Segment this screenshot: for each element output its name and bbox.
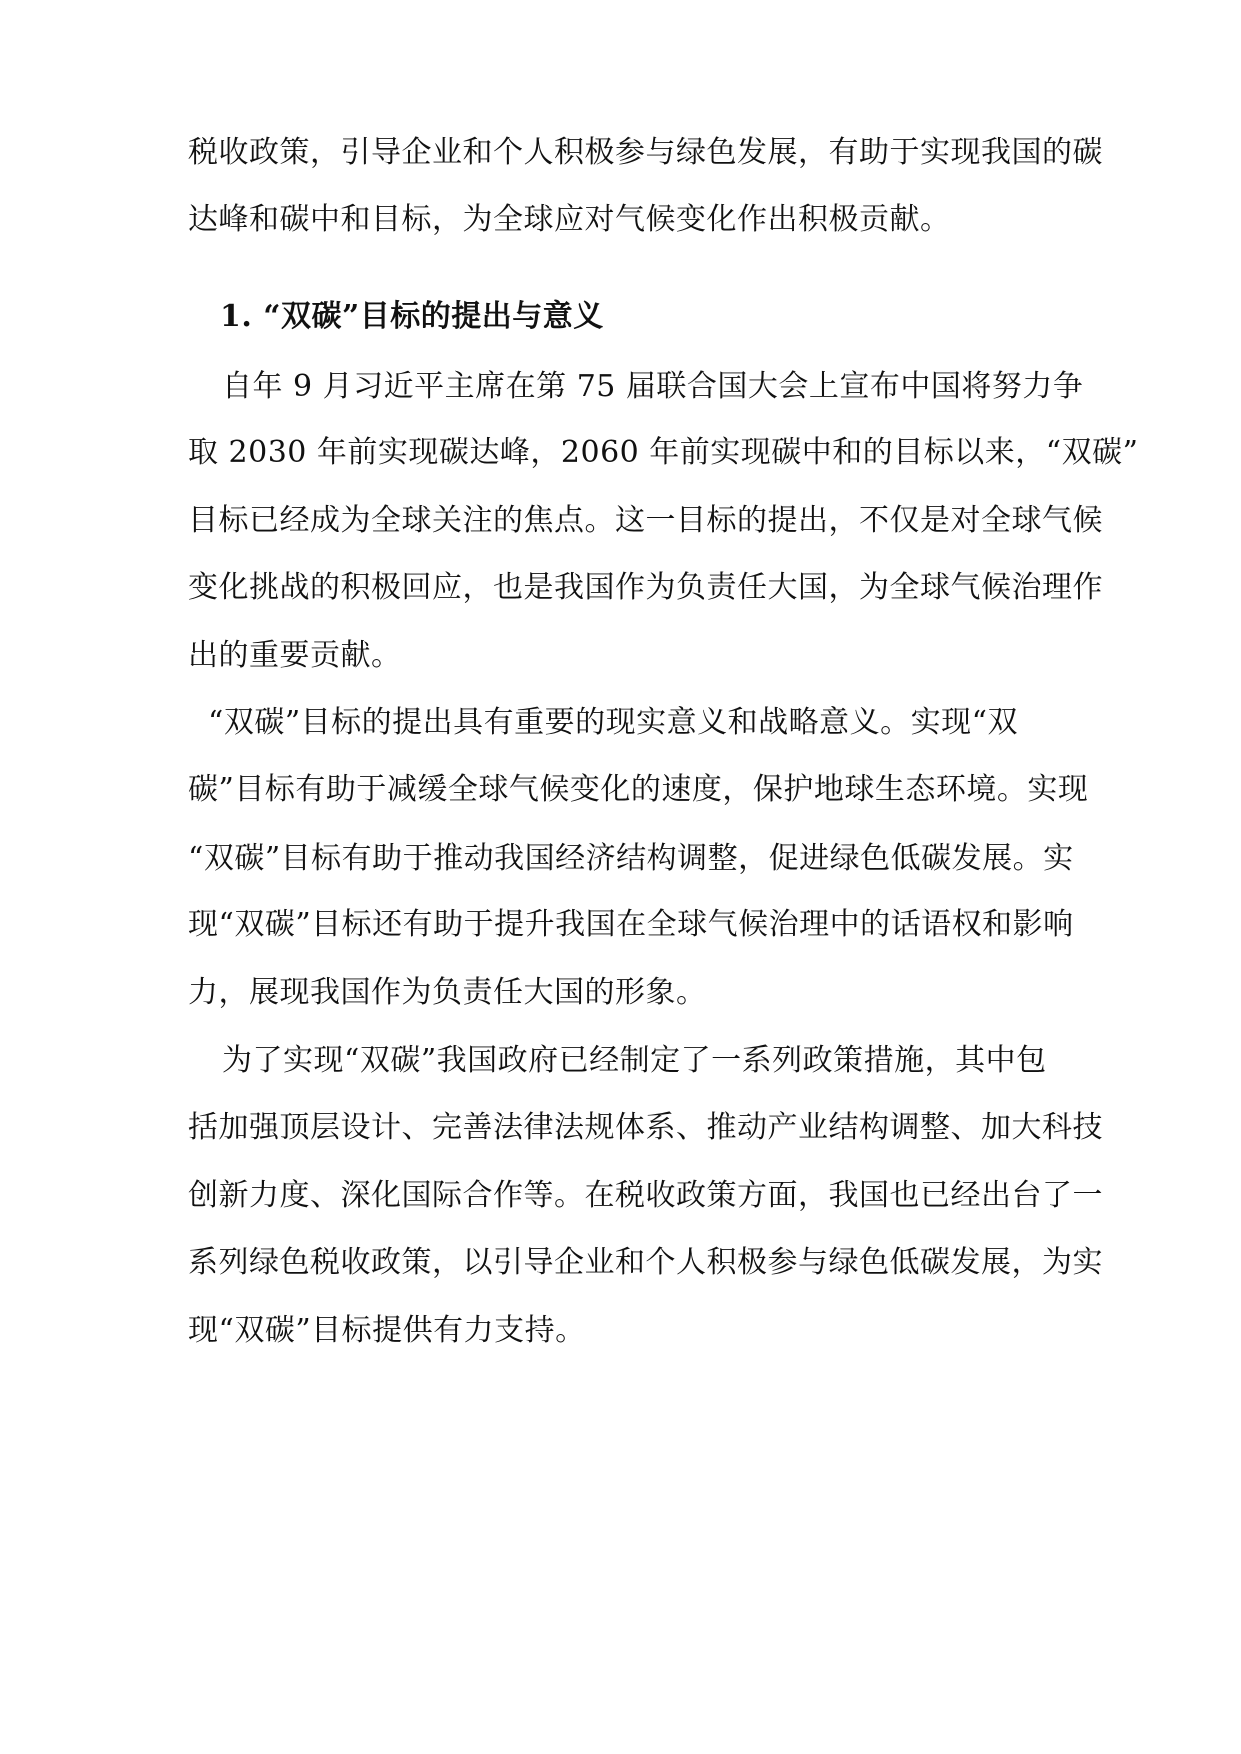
section-heading: 1. “双碳”目标的提出与意义	[220, 299, 604, 334]
paragraph-1-line-2: 达峰和碳中和目标，为全球应对气候变化作出积极贡献。	[188, 202, 951, 237]
paragraph-4-line-1: 为了实现“双碳”我国政府已经制定了一系列政策措施，其中包	[222, 1043, 1047, 1078]
paragraph-3-line-5: 力，展现我国作为负责任大国的形象。	[188, 975, 707, 1010]
paragraph-4-line-4: 系列绿色税收政策，以引导企业和个人积极参与绿色低碳发展，为实	[188, 1245, 1103, 1280]
paragraph-2-line-5: 出的重要贡献。	[188, 638, 402, 673]
paragraph-2-line-2: 取 2030 年前实现碳达峰，2060 年前实现碳中和的目标以来，“双碳”	[188, 435, 1139, 470]
paragraph-4-line-3: 创新力度、深化国际合作等。在税收政策方面，我国也已经出台了一	[188, 1178, 1103, 1213]
paragraph-4-line-5: 现“双碳”目标提供有力支持。	[188, 1313, 586, 1348]
paragraph-3-line-4: 现“双碳”目标还有助于提升我国在全球气候治理中的话语权和影响	[188, 907, 1074, 942]
paragraph-3-line-1: “双碳”目标的提出具有重要的现实意义和战略意义。实现“双	[208, 705, 1019, 740]
paragraph-4-line-2: 括加强顶层设计、完善法律法规体系、推动产业结构调整、加大科技	[188, 1110, 1103, 1145]
paragraph-2-line-4: 变化挑战的积极回应，也是我国作为负责任大国，为全球气候治理作	[188, 570, 1103, 605]
paragraph-3-line-3: “双碳”目标有助于推动我国经济结构调整，促进绿色低碳发展。实	[188, 841, 1074, 876]
paragraph-1-line-1: 税收政策，引导企业和个人积极参与绿色发展，有助于实现我国的碳	[188, 135, 1103, 170]
paragraph-3-line-2: 碳”目标有助于减缓全球气候变化的速度，保护地球生态环境。实现	[188, 772, 1089, 807]
paragraph-2-line-3: 目标已经成为全球关注的焦点。这一目标的提出，不仅是对全球气候	[188, 503, 1103, 538]
paragraph-2-line-1: 自年 9 月习近平主席在第 75 届联合国大会上宣布中国将努力争	[222, 369, 1084, 404]
